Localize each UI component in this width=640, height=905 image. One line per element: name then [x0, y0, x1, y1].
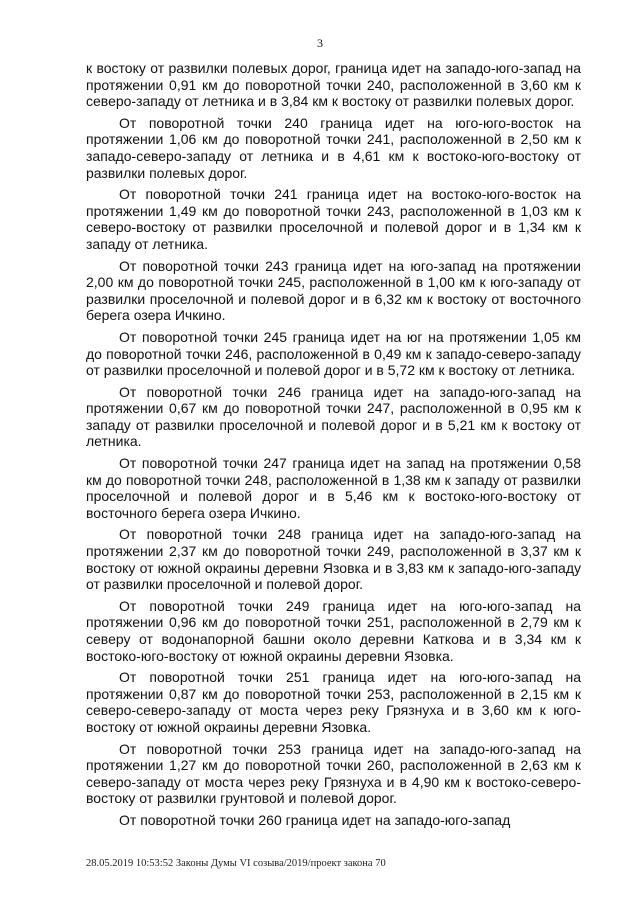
- paragraph-2: От поворотной точки 240 граница идет на юго-юго-восток на протяжении 1,06 км до поворотной точки 241, расположенной в 2,50 км к западо-северо-западу от летника и в 4,61 км к востоко-юго-востоку от развилки полевых дорог.: [86, 114, 581, 181]
- paragraph-9: От поворотной точки 249 граница идет на юго-юго-запад на протяжении 0,96 км до поворотной точки 251, расположенной в 2,79 км к северу от водонапорной башни около деревни Каткова и в 3,34 км к востоко-юго-востоку от южной окраины деревни Язовка.: [86, 597, 581, 664]
- paragraph-3: От поворотной точки 241 граница идет на востоко-юго-восток на протяжении 1,49 км до поворотной точки 243, расположенной в 1,03 км к северо-востоку от развилки проселочной и полевой дорог и в 1,34 км к западу от летника.: [86, 186, 581, 252]
- page-number: 3: [317, 36, 323, 50]
- paragraph-10: От поворотной точки 251 граница идет на юго-юго-запад на протяжении 0,87 км до поворотной точки 253, расположенной в 2,15 км к северо-северо-западу от моста через реку Грязнуха и в 3,60 км к юго-востоку от южной окраины деревни Язовка.: [86, 669, 581, 735]
- paragraph-5: От поворотной точки 245 граница идет на юг на протяжении 1,05 км до поворотной точки 246, расположенной в 0,49 км к западо-северо-западу от развилки проселочной и полевой дорог и в 5,72 км к востоку от летника.: [86, 328, 581, 379]
- paragraph-7: От поворотной точки 247 граница идет на запад на протяжении 0,58 км до поворотной точки 248, расположенной в 1,38 км к западу от развилки проселочной и полевой дорог и в 5,46 км к востоко-юго-востоку от восточного берега озера Ичкино.: [86, 455, 581, 521]
- paragraph-11: От поворотной точки 253 граница идет на западо-юго-запад на протяжении 1,27 км до поворотной точки 260, расположенной в 2,63 км к северо-западу от моста через реку Грязнуха и в 4,90 км к востоко-северо-востоку от развилки грунтовой и полевой дорог.: [86, 740, 581, 807]
- paragraph-12: От поворотной точки 260 граница идет на западо-юго-запад: [119, 811, 511, 828]
- paragraph-6: От поворотной точки 246 граница идет на западо-юго-запад на протяжении 0,67 км до поворотной точки 247, расположенной в 0,95 км к западу от развилки проселочной и полевой дорог и в 5,21 км к востоку от летника.: [86, 383, 581, 450]
- document-body: [86, 60, 581, 834]
- paragraph-8: От поворотной точки 248 граница идет на западо-юго-запад на протяжении 2,37 км до поворотной точки 249, расположенной в 3,37 км к востоку от южной окраины деревни Язовка и в 3,83 км к западо-юго-западу от развилки проселочной и полевой дорог.: [86, 526, 581, 593]
- document-footer: 28.05.2019 10:53:52 Законы Думы VI созыва/2019/проект закона 70: [86, 858, 386, 869]
- paragraph-1: к востоку от развилки полевых дорог, граница идет на западо-юго-запад на протяжении 0,91 км до поворотной точки 240, расположенной в 3,60 км к северо-западу от летника и в 3,84 км к востоку от развилки полевых дорог.: [86, 60, 581, 110]
- paragraph-4: От поворотной точки 243 граница идет на юго-запад на протяжении 2,00 км до поворотной точки 245, расположенной в 1,00 км к юго-западу от развилки проселочной и полевой дорог и в 6,32 км к востоку от восточного берега озера Ичкино.: [86, 257, 581, 324]
